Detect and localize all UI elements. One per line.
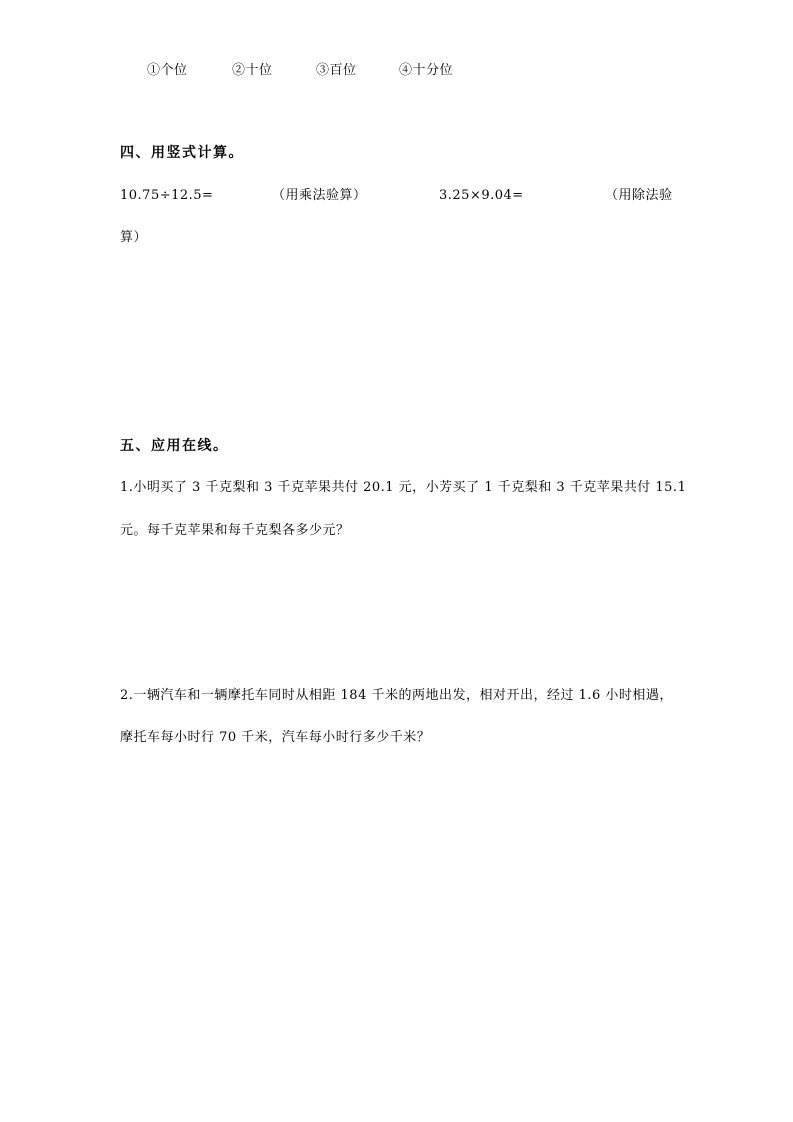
- question-2-line-1: 2.一辆汽车和一辆摩托车同时从相距 184 千米的两地出发，相对开出，经过 1.6 小时相遇，: [120, 688, 673, 703]
- option-4: ④十分位: [399, 63, 454, 78]
- question-1-line-1: 1.小明买了 3 千克梨和 3 千克苹果共付 20.1 元，小芳买了 1 千克梨和 3 千克苹果共付 15.1: [120, 480, 687, 495]
- section-4-heading: 四、用竖式计算。: [120, 145, 244, 161]
- problem-1-check-note: （用乘法验算）: [272, 188, 367, 203]
- problem-2-check-note-continued: 算）: [120, 230, 148, 245]
- problem-1-expression: 10.75÷12.5=: [120, 188, 214, 203]
- option-3: ③百位: [316, 63, 357, 78]
- problem-2-check-note: （用除法验: [605, 188, 673, 203]
- option-2: ②十位: [232, 63, 273, 78]
- question-1-line-2: 元。每千克苹果和每千克梨各多少元？: [120, 523, 350, 538]
- option-1: ①个位: [147, 63, 188, 78]
- problem-2-expression: 3.25×9.04=: [439, 188, 524, 203]
- section-5-heading: 五、应用在线。: [120, 438, 229, 454]
- question-2-line-2: 摩托车每小时行 70 千米，汽车每小时行多少千米？: [120, 730, 431, 745]
